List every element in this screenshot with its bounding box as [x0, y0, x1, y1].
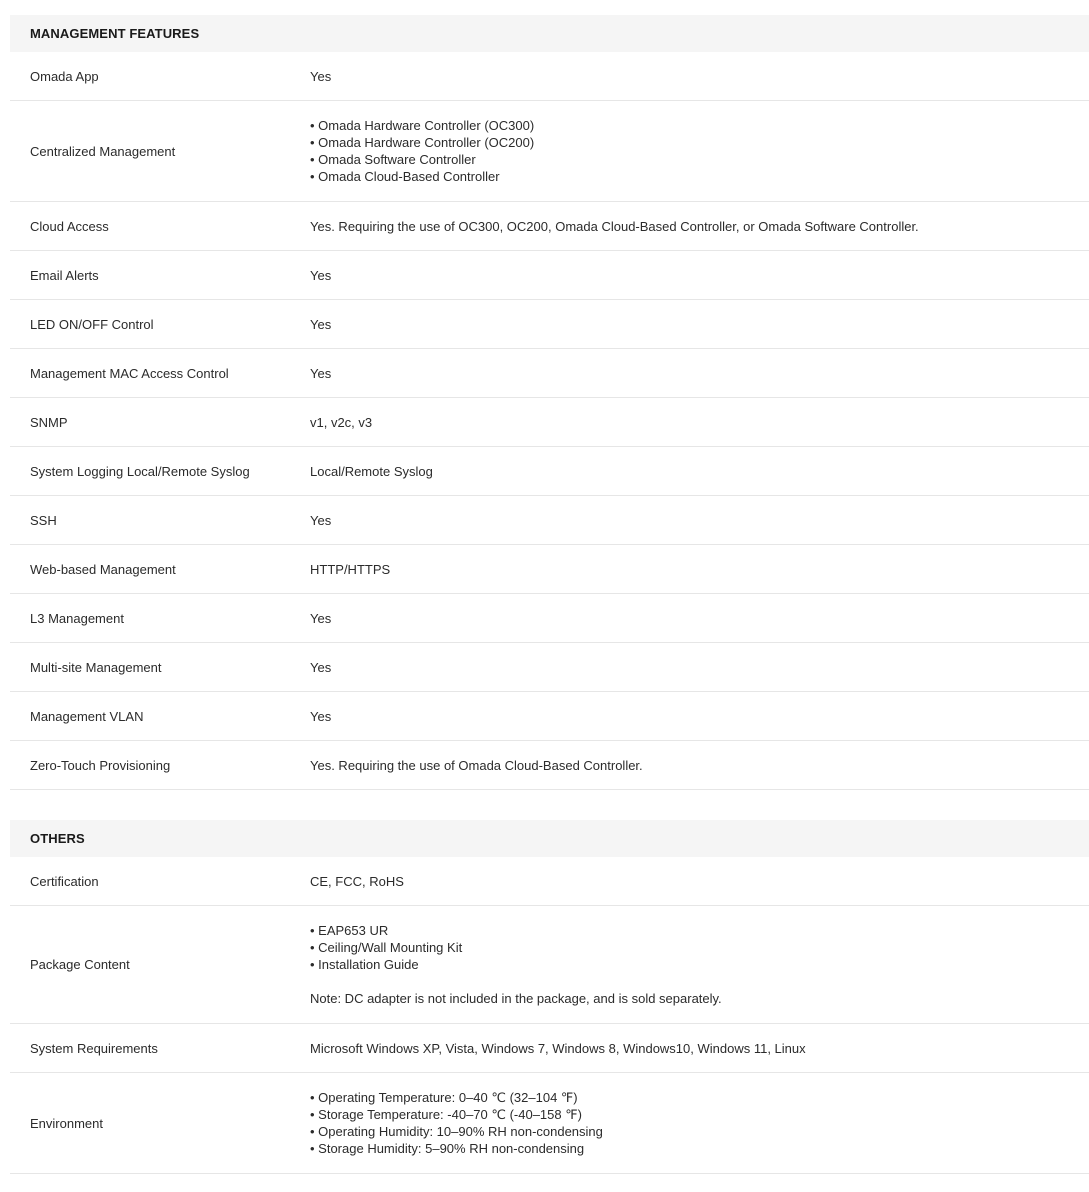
- bullet-item: • Ceiling/Wall Mounting Kit: [310, 939, 1089, 956]
- spec-row: [10, 741, 1089, 790]
- spec-row: [10, 906, 1089, 1024]
- spec-row: [10, 202, 1089, 251]
- bullet-item: • EAP653 UR: [310, 922, 1089, 939]
- spec-label: Multi-site Management: [30, 659, 162, 675]
- spec-label: System Requirements: [30, 1040, 158, 1056]
- spec-label: SNMP: [30, 414, 68, 430]
- bullet-item: • Omada Cloud-Based Controller: [310, 168, 1089, 185]
- spec-label: LED ON/OFF Control: [30, 316, 154, 332]
- spec-row: [10, 52, 1089, 101]
- spec-label: L3 Management: [30, 610, 124, 626]
- bullet-item: • Omada Hardware Controller (OC200): [310, 134, 1089, 151]
- spec-row: [10, 496, 1089, 545]
- spec-label: Cloud Access: [30, 218, 109, 234]
- bullet-list: [310, 922, 1089, 973]
- package-note: Note: DC adapter is not included in the package, and is sold separately.: [310, 991, 722, 1006]
- spec-row: [10, 1024, 1089, 1073]
- spec-row: [10, 251, 1089, 300]
- spec-label: Management VLAN: [30, 708, 144, 724]
- spec-row: [10, 447, 1089, 496]
- spec-value: CE, FCC, RoHS: [310, 873, 404, 889]
- spec-label: Certification: [30, 873, 99, 889]
- spec-row: [10, 101, 1089, 202]
- spec-row: [10, 594, 1089, 643]
- section-others: [10, 820, 1089, 1174]
- bullet-item: • Omada Hardware Controller (OC300): [310, 117, 1089, 134]
- spec-label: Omada App: [30, 68, 99, 84]
- spec-label: System Logging Local/Remote Syslog: [30, 463, 250, 479]
- section-management-features: [10, 15, 1089, 790]
- spec-value: Microsoft Windows XP, Vista, Windows 7, Windows 8, Windows10, Windows 11, Linux: [310, 1040, 806, 1056]
- spec-value: v1, v2c, v3: [310, 414, 373, 430]
- spec-value: Yes: [310, 512, 332, 528]
- spec-value: Yes: [310, 708, 332, 724]
- section-title: MANAGEMENT FEATURES: [10, 15, 1089, 52]
- bullet-item: • Omada Software Controller: [310, 151, 1089, 168]
- spec-label: Email Alerts: [30, 267, 99, 283]
- spec-value: Yes. Requiring the use of Omada Cloud-Based Controller.: [310, 757, 643, 773]
- spec-label: Environment: [30, 1115, 103, 1131]
- spec-value: [310, 1073, 1089, 1173]
- spec-row: [10, 857, 1089, 906]
- spec-value: Yes: [310, 267, 332, 283]
- spec-value: Yes: [310, 68, 332, 84]
- section-title: OTHERS: [10, 820, 1089, 857]
- spec-value: Yes: [310, 610, 332, 626]
- bullet-item: • Storage Temperature: -40–70 ℃ (-40–158 ℉): [310, 1106, 1089, 1123]
- spec-value: HTTP/HTTPS: [310, 561, 391, 577]
- spec-row: [10, 398, 1089, 447]
- spec-label: Centralized Management: [30, 143, 176, 159]
- spec-row: [10, 545, 1089, 594]
- spec-label: Web-based Management: [30, 561, 176, 577]
- bullet-list: [310, 117, 1089, 185]
- spec-value: Yes: [310, 659, 332, 675]
- spec-label: Management MAC Access Control: [30, 365, 229, 381]
- spec-row: [10, 349, 1089, 398]
- bullet-item: • Operating Humidity: 10–90% RH non-condensing: [310, 1123, 1089, 1140]
- spec-row: [10, 643, 1089, 692]
- spec-row: [10, 692, 1089, 741]
- bullet-list: [310, 1089, 1089, 1157]
- bullet-item: • Installation Guide: [310, 956, 1089, 973]
- spec-value: Yes. Requiring the use of OC300, OC200, Omada Cloud-Based Controller, or Omada Software Controller.: [310, 218, 919, 234]
- spec-value: Yes: [310, 316, 332, 332]
- bullet-item: • Storage Humidity: 5–90% RH non-condensing: [310, 1140, 1089, 1157]
- spec-label: Zero-Touch Provisioning: [30, 757, 171, 773]
- spec-value: Yes: [310, 365, 332, 381]
- spec-value: Local/Remote Syslog: [310, 463, 433, 479]
- spec-value: [310, 906, 1089, 1023]
- spec-label: Package Content: [30, 957, 130, 972]
- spec-row: [10, 300, 1089, 349]
- bullet-item: • Operating Temperature: 0–40 ℃ (32–104 ℉): [310, 1089, 1089, 1106]
- spec-row: [10, 1073, 1089, 1174]
- spec-label: SSH: [30, 512, 57, 528]
- spec-value: [310, 101, 1089, 201]
